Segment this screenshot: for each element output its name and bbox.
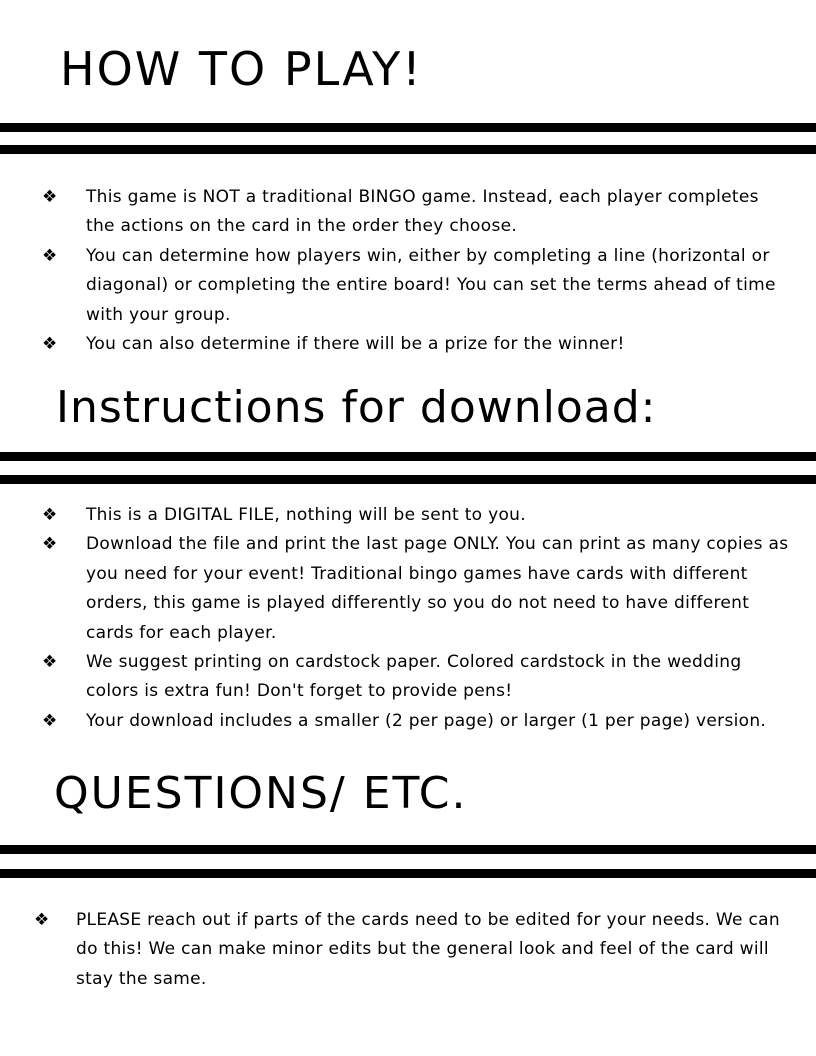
how-to-play-heading: HOW TO PLAY! [60, 42, 423, 96]
list-item-text: We suggest printing on cardstock paper. Colored cardstock in the wedding colors is extra fun! Don't forget to provide pens! [86, 652, 742, 702]
questions-heading: QUESTIONS/ ETC. [54, 768, 468, 819]
list-item-text: This is a DIGITAL FILE, nothing will be sent to you. [86, 505, 526, 525]
diamond-bullet-icon: ❖ [42, 534, 58, 555]
questions-list [34, 906, 786, 994]
diamond-bullet-icon: ❖ [42, 652, 58, 673]
list-item-text: You can also determine if there will be a prize for the winner! [86, 334, 625, 355]
diamond-bullet-icon: ❖ [42, 245, 58, 266]
how-to-play-list [42, 183, 776, 359]
section-divider-line [0, 145, 816, 154]
diamond-bullet-icon: ❖ [34, 910, 50, 930]
list-item-text: PLEASE reach out if parts of the cards need to be edited for your needs. We can do this! We can make minor edits but the general look and feel of the card will stay the same. [76, 910, 780, 989]
list-item [42, 501, 798, 530]
diamond-bullet-icon: ❖ [42, 187, 58, 207]
section-divider-line [0, 123, 816, 132]
list-item [42, 330, 776, 359]
list-item [42, 242, 776, 330]
list-item [42, 183, 776, 242]
section-divider-line [0, 452, 816, 461]
list-item [42, 648, 798, 707]
instructions-heading: Instructions for download: [56, 382, 657, 433]
list-item [42, 707, 798, 736]
section-divider-line [0, 475, 816, 484]
list-item-text: This game is NOT a traditional BINGO game. Instead, each player completes the actions on the card in the order they choose. [86, 187, 759, 237]
list-item-text: Your download includes a smaller (2 per page) or larger (1 per page) version. [86, 710, 767, 731]
instructions-list [42, 501, 798, 736]
list-item-text: You can determine how players win, either by completing a line (horizontal or diagonal) or completing the entire board! You can set the terms ahead of time with your group. [86, 245, 776, 325]
list-item [42, 530, 798, 648]
section-divider-line [0, 869, 816, 878]
diamond-bullet-icon: ❖ [42, 505, 58, 525]
list-item-text: Download the file and print the last page ONLY. You can print as many copies as you need for your event! Traditional bingo games have cards with different orders, this game is played differently so you do not need to have different cards for each player. [86, 534, 789, 643]
diamond-bullet-icon: ❖ [42, 710, 58, 731]
diamond-bullet-icon: ❖ [42, 334, 58, 355]
list-item [34, 906, 786, 994]
section-divider-line [0, 845, 816, 854]
